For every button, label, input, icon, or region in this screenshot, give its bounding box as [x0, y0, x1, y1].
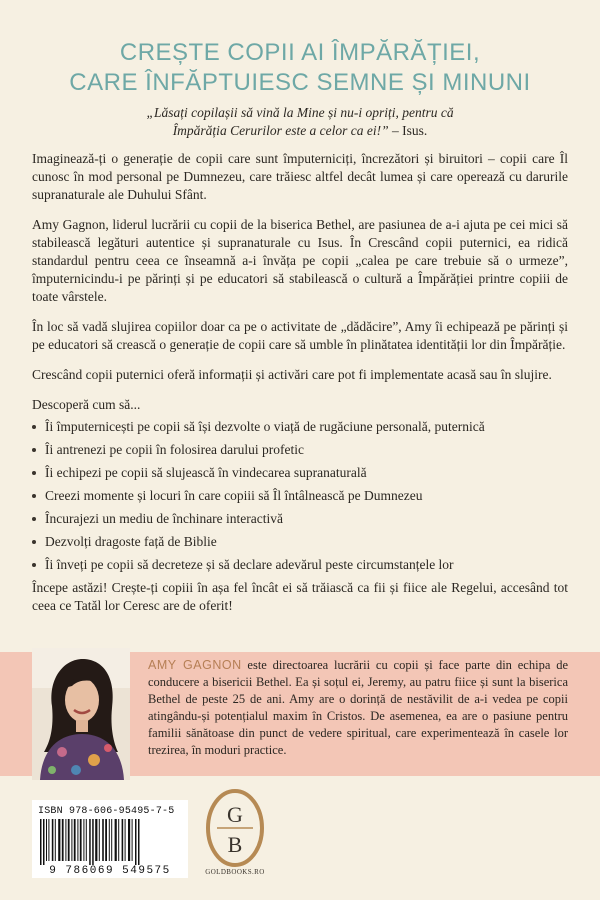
author-name: AMY GAGNON — [148, 658, 242, 672]
publisher-name: GOLDBOOKS.RO — [205, 868, 265, 876]
barcode-bar — [52, 819, 54, 861]
barcode-bar — [105, 819, 107, 861]
barcode-digits: 9 786069 549575 — [49, 865, 171, 877]
barcode-bar — [132, 819, 133, 861]
list-item — [32, 418, 568, 436]
barcode-bar — [89, 819, 91, 865]
paragraph-1: Imaginează-ți o generație de copii care sunt împuterniciți, încrezători și biruitori – copii care Îl cunosc în mod personal pe Dumnezeu, care trăiesc altfel decât lumea și care operează cu darurile supranaturale ale Duhului Sfânt. — [32, 151, 568, 202]
list-item-text: Îi împuternicești pe copii să își dezvolte o viață de rugăciune personală, puternică — [45, 419, 485, 434]
list-item-text: Încurajezi un mediu de închinare interactivă — [45, 511, 284, 526]
barcode-icon — [38, 819, 182, 865]
barcode-bar — [65, 819, 66, 861]
barcode-bar — [48, 819, 49, 861]
barcode-bar — [86, 819, 87, 861]
title-line-2: CARE ÎNFĂPTUIESC SEMNE ȘI MINUNI — [69, 69, 531, 96]
barcode-bar — [77, 819, 78, 861]
quote-line-1: „Lăsați copilașii să vină la Mine și nu-i opriți, pentru că — [146, 105, 454, 120]
author-bio — [148, 657, 568, 759]
barcode-bar — [80, 819, 82, 861]
logo-letter-b: B — [227, 832, 243, 857]
isbn-label: ISBN 978-606-95495-7-5 — [38, 806, 175, 817]
list-item — [32, 487, 568, 505]
logo-letter-g: G — [227, 802, 243, 827]
barcode-bar — [46, 819, 47, 861]
barcode-bar — [109, 819, 110, 861]
barcode-bar — [118, 819, 119, 861]
author-photo — [32, 648, 130, 780]
barcode-bar — [122, 819, 124, 861]
barcode-bar — [68, 819, 70, 861]
list-item-text: Îi înveți pe copii să decreteze și să declare adevărul peste circumstanțele lor — [45, 557, 454, 572]
barcode-block — [32, 800, 188, 878]
bullet-dot-icon — [32, 471, 36, 475]
barcode-bar — [128, 819, 130, 861]
bullet-dot-icon — [32, 540, 36, 544]
cover-title — [20, 38, 580, 98]
barcode-bar — [111, 819, 112, 861]
barcode-bar — [71, 819, 72, 861]
bullet-dot-icon — [32, 517, 36, 521]
barcode-bar — [74, 819, 76, 861]
list-item-text: Îi echipezi pe copii să slujească în vindecarea supranaturală — [45, 465, 367, 480]
description-body — [32, 150, 568, 627]
paragraph-3: În loc să vadă slujirea copiilor doar ca pe o activitate de „dădăcire”, Amy îi echipează pe părinți și pe educatori să crească o generație de copii care să umble în plinătatea identității lor din Împărăție. — [32, 319, 568, 352]
title-line-1: CREȘTE COPII AI ÎMPĂRĂȚIEI, — [119, 39, 481, 66]
quote-author: – Isus. — [388, 123, 428, 138]
barcode-bar — [95, 819, 97, 861]
list-intro: Descoperă cum să... — [32, 397, 141, 412]
barcode-bar — [58, 819, 60, 861]
goldbooks-logo-icon — [205, 788, 265, 868]
barcode-bar — [138, 819, 140, 865]
bullet-dot-icon — [32, 494, 36, 498]
list-item — [32, 510, 568, 528]
barcode-bar — [43, 819, 45, 865]
list-item-text: Creezi momente și locuri în care copiii să Îl întâlnească pe Dumnezeu — [45, 488, 423, 503]
author-photo-illustration — [32, 648, 130, 780]
barcode-bar — [135, 819, 137, 865]
list-item — [32, 556, 568, 574]
scripture-quote — [60, 104, 540, 140]
bullet-dot-icon — [32, 448, 36, 452]
list-item — [32, 533, 568, 551]
barcode-bar — [40, 819, 42, 865]
barcode-bar — [115, 819, 117, 861]
bullet-dot-icon — [32, 425, 36, 429]
paragraph-2: Amy Gagnon, liderul lucrării cu copii de la biserica Bethel, are pasiunea de a-i ajuta pe cei mici să stabilească legături autentice și supranaturale cu Isus. În Crescând copii puternici, ea ridică standardul pentru ceea ce înseamnă a-i învăța pe copii „calea pe care trebuie să o urmeze”, împuternicindu-i pe părinți și pe educatori să stabilească o cultură a Împărăției printre copiii de toate vârstele. — [32, 217, 568, 304]
barcode-bar — [83, 819, 84, 861]
paragraph-4: Crescând copii puternici oferă informații și activări care pot fi implementate acasă sau în slujire. — [32, 367, 552, 382]
benefit-list — [32, 418, 568, 574]
bullet-dot-icon — [32, 563, 36, 567]
barcode-bar — [62, 819, 64, 861]
barcode-bar — [125, 819, 126, 861]
list-item — [32, 464, 568, 482]
barcode-bar — [92, 819, 94, 865]
barcode-bar — [102, 819, 104, 861]
barcode-bar — [99, 819, 100, 861]
quote-line-2: Împărăția Cerurilor este a celor ca ei!” — [172, 123, 389, 138]
list-item — [32, 441, 568, 459]
closing-paragraph: Începe astăzi! Crește-ți copiii în așa fel încât ei să trăiască ca fii și fiice ale Regelui, accesând tot ceea ce Tatăl lor Ceresc are de oferit! — [32, 580, 568, 613]
list-item-text: Dezvolți dragoste față de Biblie — [45, 534, 217, 549]
author-bio-text: este directoarea lucrării cu copii și face parte din echipa de conducere a bisericii Bethel. Ea și soțul ei, Jeremy, au patru fiice și sunt la biserica Bethel de peste 25 de ani. Amy are o dorință de nestăvilit de a-i vedea pe copii atingându-și potențialul maxim în Cristos. De asemenea, ea are o pasiune pentru familii sănătoase din punct de vedere spiritual, care experimentează în casele lor trezirea, în moduri practice. — [148, 658, 568, 757]
list-item-text: Îi antrenezi pe copii în folosirea darului profetic — [45, 442, 305, 457]
barcode-bar — [55, 819, 56, 861]
